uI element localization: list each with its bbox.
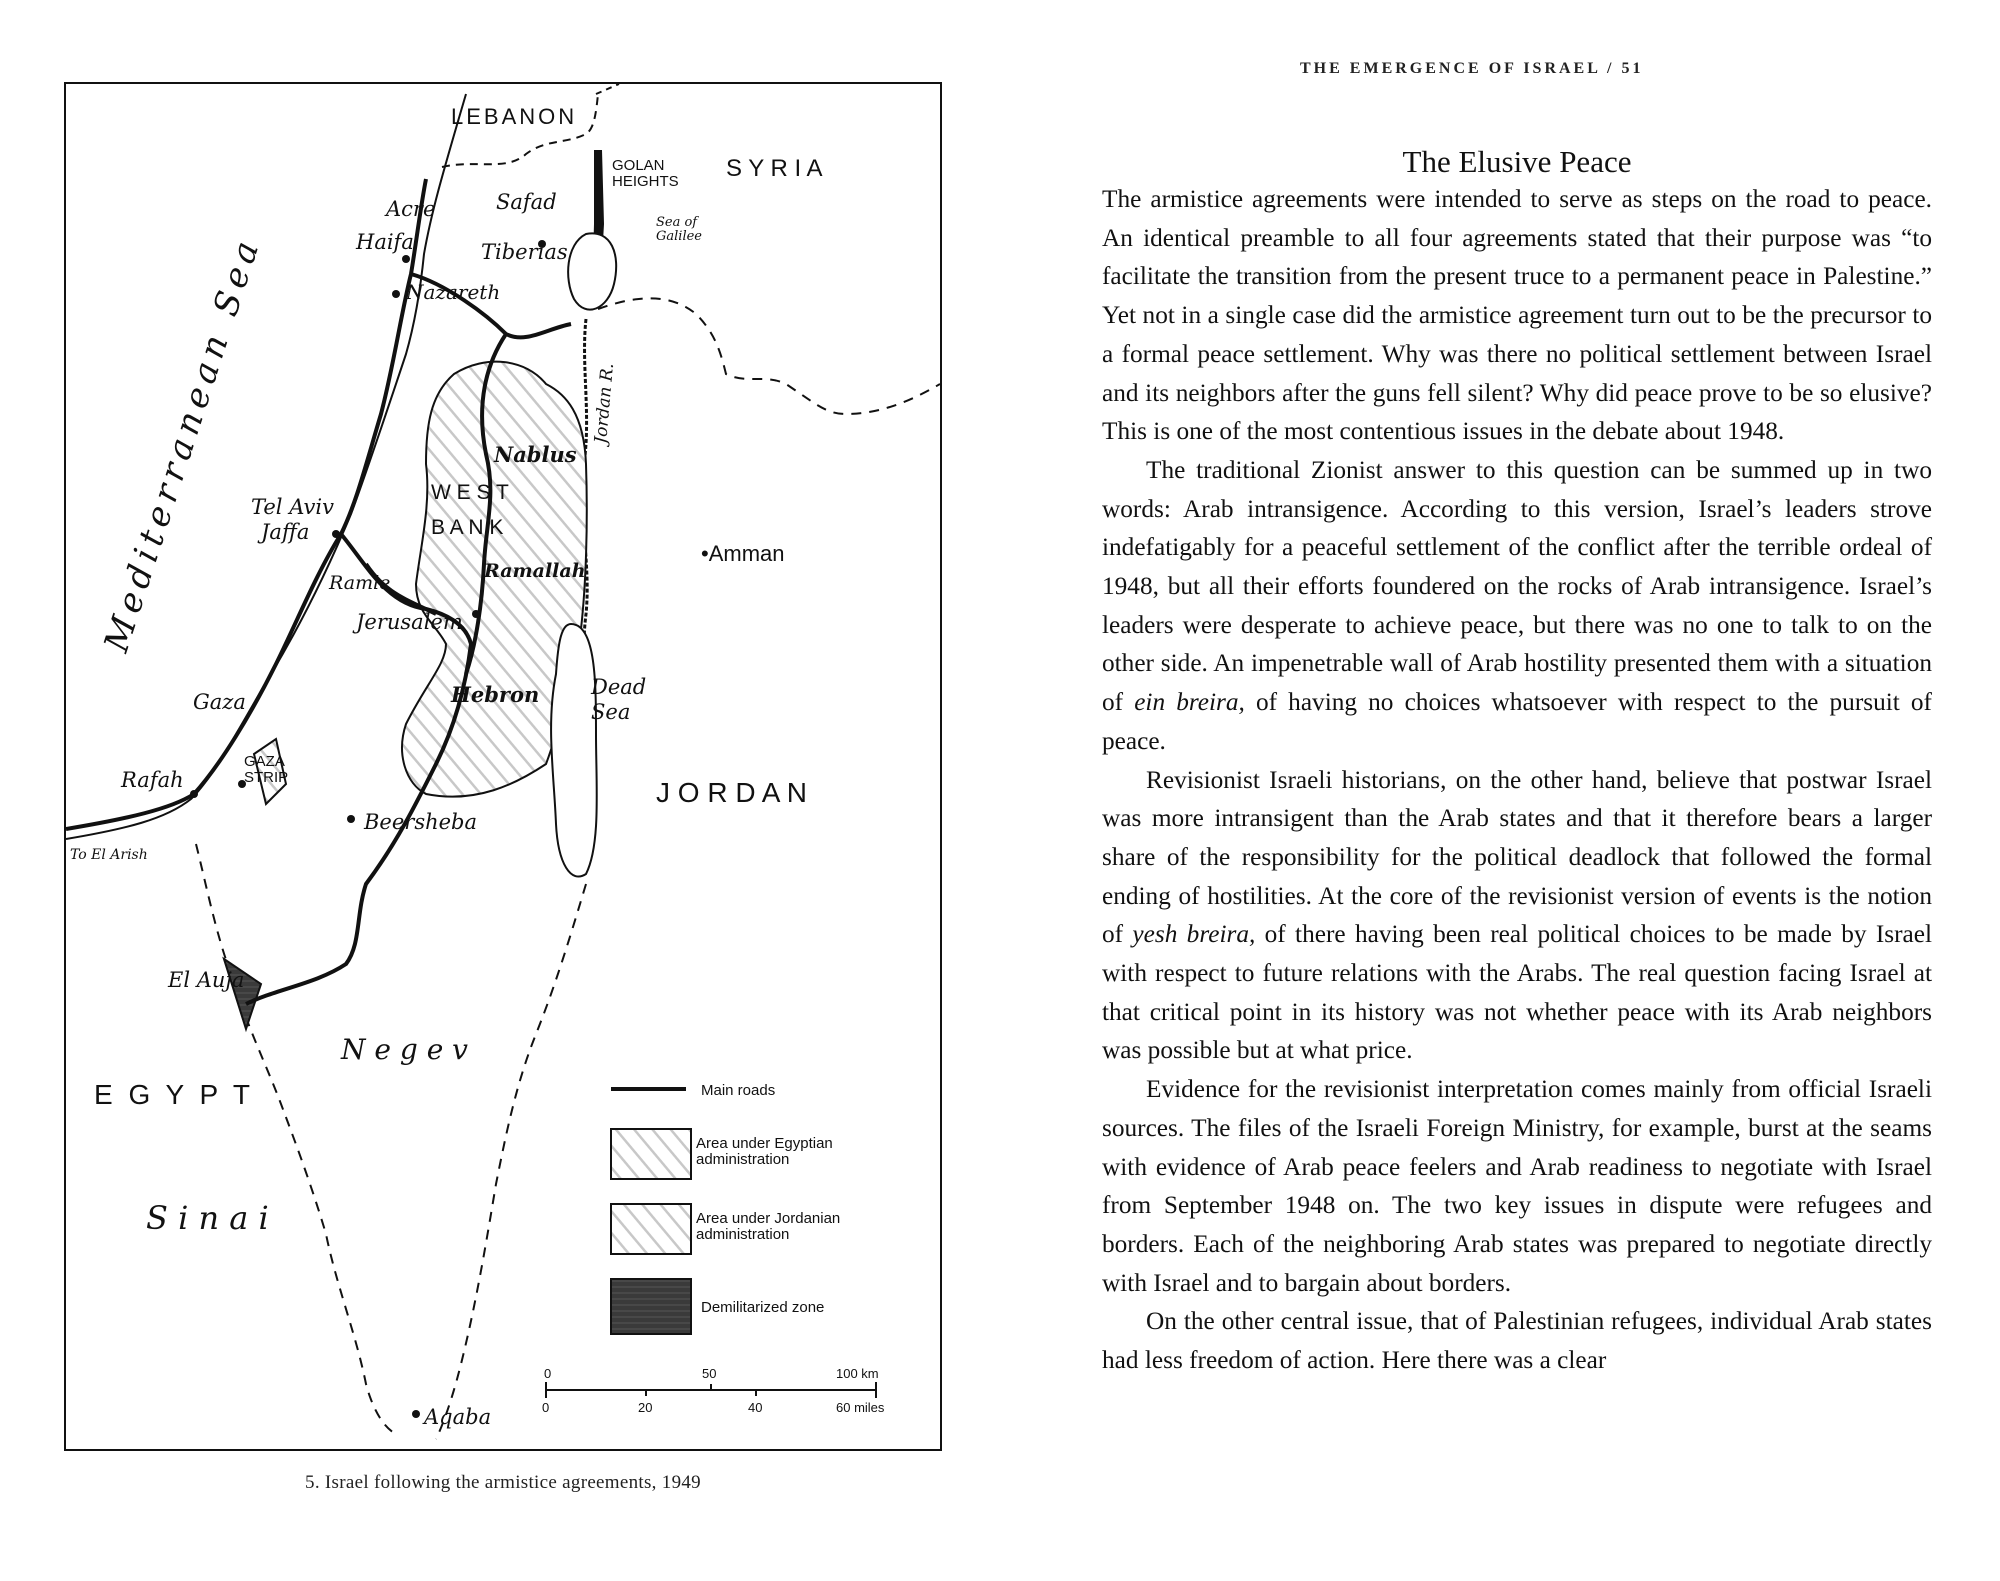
label-west: W E S T (431, 481, 509, 504)
egypt-border (196, 844, 396, 1434)
legend-jordan-area-1: Area under Jordanian (696, 1210, 841, 1227)
label-amman: •Amman (701, 541, 785, 566)
label-to-el-arish: To El Arish (70, 847, 148, 863)
section-title: The Elusive Peace (1402, 143, 1632, 179)
label-safad: Safad (496, 190, 557, 214)
scale-mi-60: 60 miles (836, 1400, 885, 1415)
label-nazareth: Nazareth (406, 280, 501, 304)
label-tel-aviv: Tel Aviv (251, 495, 334, 519)
paragraph-3-text: Revisionist Israeli historians, on the other hand, believe that postwar Israel was more intransigent than the Arab states and that it therefore bears a larger share of the responsibility for the political deadlock that followed the formal ending of hostilities. At the core of the revisionist version of events is the notion of (1102, 765, 1932, 949)
label-negev: N e g e v (341, 1033, 468, 1066)
label-beersheba: Beersheba (364, 810, 478, 834)
label-ramallah: Ramallah (484, 560, 586, 582)
paragraph-1 (1102, 180, 1932, 451)
paragraph-5-text: On the other central issue, that of Palestinian refugees, individual Arab states had less freedom of action. Here there was a clear (1102, 1307, 1932, 1375)
paragraph-2-text: The traditional Zionist answer to this question can be summed up in two words: Arab intransigence. According to this version, Israel’s leaders strove indefatigably for a peaceful settlement of the conflict after the terrible ordeal of 1948, but all their efforts foundered on the rocks of Arab intransigence. Israel’s leaders were desperate to achieve peace, but there was no one to talk to on the other side. An impenetrable wall of Arab hostility presented them with a situation of (1102, 455, 1932, 717)
label-heights: HEIGHTS (612, 173, 679, 190)
label-syria: S Y R I A (726, 155, 823, 182)
scale-km-50: 50 (702, 1366, 717, 1381)
label-tiberias: Tiberias (481, 240, 568, 264)
label-gaza: Gaza (193, 690, 246, 714)
scale-bar (542, 1366, 885, 1415)
label-egypt: E G Y P T (94, 1079, 255, 1110)
paragraph-2-emphasis: ein breira, (1134, 688, 1245, 717)
scale-km-100: 100 km (836, 1366, 879, 1381)
paragraph-1-text: The armistice agreements were intended to serve as steps on the road to peace. An identical preamble to all four agreements stated that their purpose was “to facilitate the transition from the present truce to a permanent peace in Palestine.” Yet not in a single case did the armistice agreement turn out to be the precursor to a formal peace settlement. Why was there no political settlement between Israel and its neighbors after the guns fell silent? Why did peace prove to be so elusive? This is one of the most contentious issues in the debate about 1948. (1102, 185, 1932, 446)
scale-mi-0: 0 (542, 1400, 550, 1415)
label-acre: Acre (386, 197, 436, 221)
paragraph-3-emphasis: yesh breira, (1132, 920, 1256, 949)
map-figure (64, 82, 942, 1451)
legend-main-roads: Main roads (701, 1082, 776, 1099)
map-svg (66, 84, 940, 1449)
scale-km-0: 0 (544, 1366, 552, 1381)
label-sinai: S i n a i (146, 1199, 269, 1237)
scale-mi-20: 20 (638, 1400, 653, 1415)
paragraph-4-text: Evidence for the revisionist interpretation comes mainly from official Israeli sources. The files of the Israeli Foreign Ministry, for example, burst at the seams with evidence of Arab peace feelers and Arab readiness to negotiate with Israel from September 1948 on. The two key issues in dispute were refugees and borders. Each of the neighboring Arab states was prepared to negotiate directly with Israel and to bargain about borders. (1102, 1075, 1932, 1297)
label-bank: B A N K (431, 516, 504, 539)
legend-dmz: Demilitarized zone (701, 1299, 825, 1316)
label-jordan: J O R D A N (656, 777, 807, 808)
sea-of-galilee (568, 233, 616, 309)
label-lebanon: LEBANON (451, 104, 578, 129)
label-jaffa: Jaffa (261, 520, 310, 544)
label-sea: Sea (591, 700, 631, 724)
syria-border (598, 298, 940, 414)
label-dead: Dead (591, 675, 647, 699)
label-nablus: Nablus (494, 442, 577, 467)
body-text (1102, 180, 1932, 1380)
scale-mi-40: 40 (748, 1400, 763, 1415)
figure-caption: 5. Israel following the armistice agreements, 1949 (305, 1472, 701, 1493)
label-rafah: Rafah (121, 768, 184, 792)
dead-sea (551, 624, 597, 877)
paragraph-4 (1102, 1070, 1932, 1302)
paragraph-2-text-after: of having no choices whatsoever with respect to the pursuit of peace. (1102, 688, 1932, 755)
paragraph-3-text-after: of there having been real political choices to be made by Israel with respect to future relations with the Arabs. The real question facing Israel at that critical point in its history was not whether peace with its Arab neighbors was possible but at what price. (1102, 920, 1932, 1065)
label-galilee: Galilee (656, 229, 702, 244)
label-aqaba: Aqaba (424, 1405, 492, 1429)
label-haifa: Haifa (356, 230, 414, 254)
label-golan: GOLAN (612, 157, 665, 174)
label-jordan-river: Jordan R. (591, 362, 619, 445)
label-gaza-strip-1: GAZA (244, 753, 285, 770)
running-head: THE EMERGENCE OF ISRAEL / 51 (1300, 60, 1644, 77)
label-ramle: Ramle (329, 572, 391, 594)
paragraph-3 (1102, 761, 1932, 1071)
legend-egypt-area-2: administration (696, 1151, 790, 1168)
label-gaza-strip-2: STRIP (244, 769, 289, 786)
label-sea-of: Sea of (656, 215, 698, 230)
label-mediterranean-sea: Mediterranean Sea (96, 230, 269, 657)
label-jerusalem: Jerusalem (356, 610, 463, 634)
label-hebron: Hebron (451, 682, 540, 707)
paragraph-2 (1102, 451, 1932, 761)
legend-egypt-area-1: Area under Egyptian (696, 1135, 833, 1152)
legend-jordan-area-2: administration (696, 1226, 790, 1243)
paragraph-5 (1102, 1302, 1932, 1379)
label-el-auja: El Auja (168, 968, 245, 992)
jordan-border-south (436, 884, 586, 1439)
map-legend (611, 1082, 840, 1334)
